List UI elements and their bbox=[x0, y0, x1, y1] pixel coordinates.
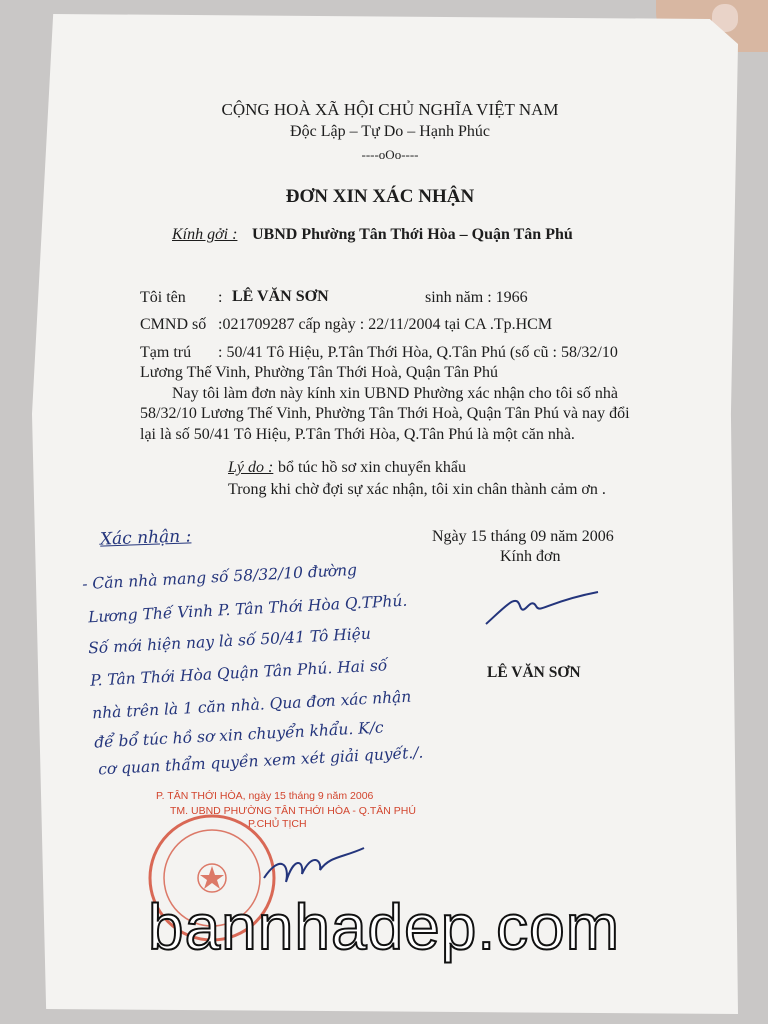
cmnd-value: :021709287 cấp ngày : 22/11/2004 tại CA .Tp.HCM bbox=[218, 316, 553, 333]
name-label: Tôi tên bbox=[140, 289, 186, 306]
watermark: bannhadep.com bbox=[147, 891, 621, 963]
closing-line: Trong khi chờ đợi sự xác nhận, tôi xin chân thành cảm ơn . bbox=[228, 481, 606, 498]
reason-value: bổ túc hồ sơ xin chuyển khẩu bbox=[278, 459, 466, 476]
official-signature bbox=[260, 834, 370, 894]
date-line: Ngày 15 tháng 09 năm 2006 bbox=[432, 528, 614, 545]
birth-year: sinh năm : 1966 bbox=[425, 289, 528, 306]
signer-name: LÊ VĂN SƠN bbox=[487, 664, 581, 681]
tamtru-label: Tạm trú bbox=[140, 344, 192, 361]
tamtru-line1: : 50/41 Tô Hiệu, P.Tân Thới Hòa, Q.Tân Phú (số cũ : 58/32/10 bbox=[218, 344, 618, 361]
stamp-organization: TM. UBND PHƯỜNG TÂN THỚI HÒA - Q.TÂN PHÚ bbox=[170, 805, 416, 817]
confirmation-title: Xác nhận : bbox=[99, 526, 192, 550]
applicant-signature bbox=[478, 584, 608, 634]
respect-line: Kính đơn bbox=[500, 548, 561, 565]
name-value: LÊ VĂN SƠN bbox=[232, 288, 329, 305]
body-line-2: 58/32/10 Lương Thế Vinh, Phường Tân Thới Hoà, Quận Tân Phú và nay đổi bbox=[140, 405, 630, 422]
header-separator: ----oOo---- bbox=[361, 147, 419, 162]
body-line-3: lại là số 50/41 Tô Hiệu, P.Tân Thới Hòa, Q.Tân Phú là một căn nhà. bbox=[140, 426, 575, 443]
document-paper bbox=[32, 14, 738, 1014]
motto: Độc Lập – Tự Do – Hạnh Phúc bbox=[290, 123, 490, 140]
confirmation-line-7: cơ quan thẩm quyền xem xét giải quyết./. bbox=[97, 743, 424, 779]
stamp-place-date: P. TÂN THỚI HÒA, ngày 15 tháng 9 năm 2006 bbox=[156, 790, 374, 802]
recipient-value: UBND Phường Tân Thới Hòa – Quận Tân Phú bbox=[252, 226, 573, 243]
confirmation-line-6: để bổ túc hồ sơ xin chuyển khẩu. K/c bbox=[93, 718, 385, 752]
document-title: ĐƠN XIN XÁC NHẬN bbox=[285, 186, 475, 207]
recipient-label: Kính gởi : bbox=[172, 226, 238, 243]
confirmation-line-4: P. Tân Thới Hòa Quận Tân Phú. Hai số bbox=[89, 656, 388, 690]
confirmation-line-1: - Căn nhà mang số 58/32/10 đường bbox=[81, 560, 358, 594]
stamp-position: P.CHỦ TỊCH bbox=[248, 818, 307, 830]
confirmation-line-2: Lương Thế Vinh P. Tân Thới Hòa Q.TPhú. bbox=[87, 591, 408, 627]
confirmation-line-5: nhà trên là 1 căn nhà. Qua đơn xác nhận bbox=[91, 687, 412, 723]
reason-label: Lý do : bbox=[228, 459, 274, 476]
tamtru-line2: Lương Thế Vinh, Phường Tân Thới Hoà, Quận Tân Phú bbox=[140, 364, 499, 381]
name-colon: : bbox=[218, 289, 223, 306]
national-title: CỘNG HOÀ XÃ HỘI CHỦ NGHĨA VIỆT NAM bbox=[221, 100, 559, 119]
body-line-1: Nay tôi làm đơn này kính xin UBND Phường xác nhận cho tôi số nhà bbox=[172, 385, 618, 402]
confirmation-line-3: Số mới hiện nay là số 50/41 Tô Hiệu bbox=[87, 624, 372, 658]
cmnd-label: CMND số bbox=[140, 316, 207, 333]
